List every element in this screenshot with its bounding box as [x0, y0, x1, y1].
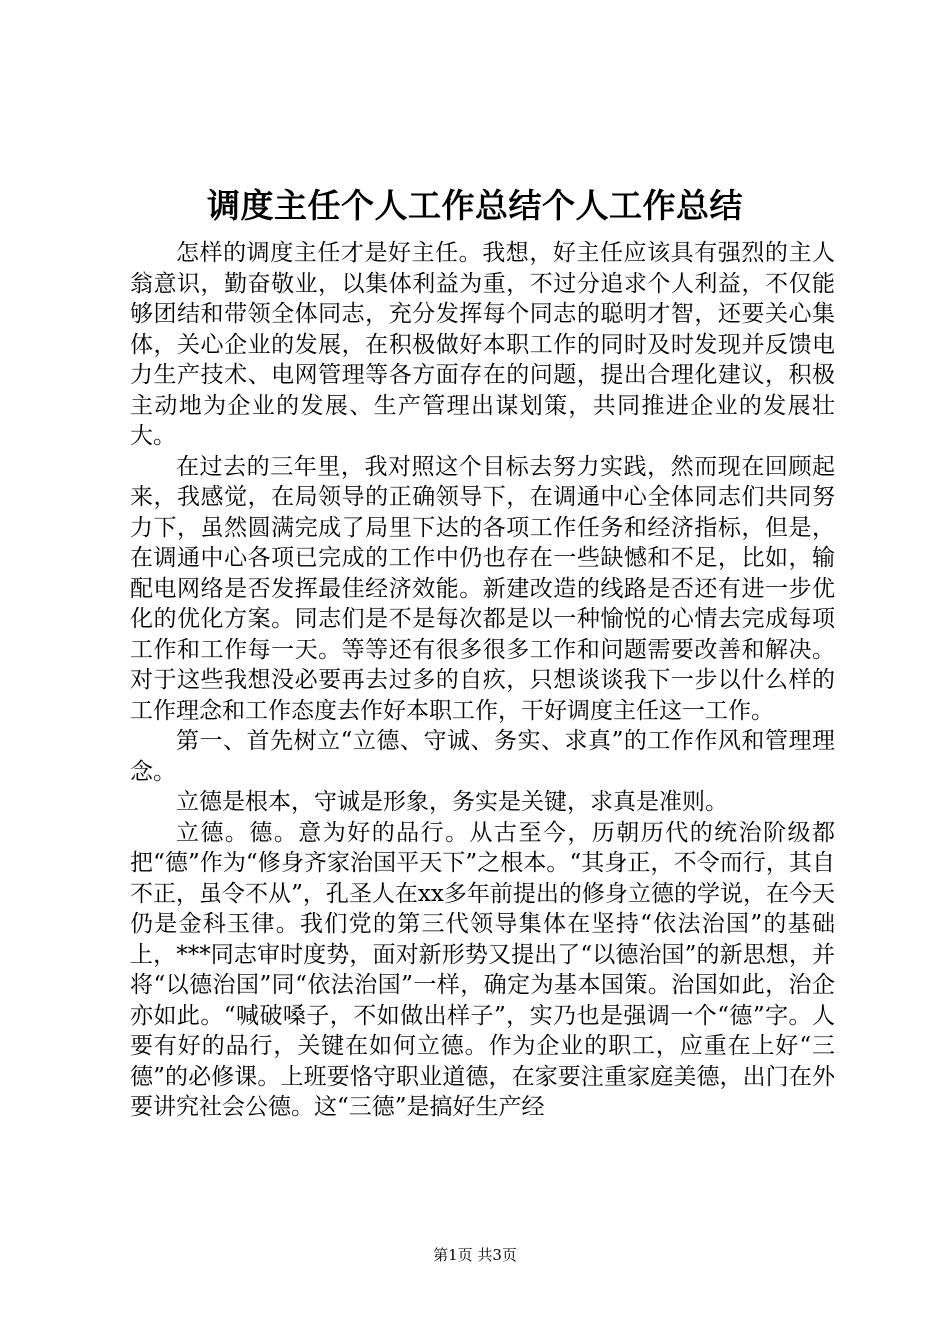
page-number-footer: 第1页 共3页: [433, 1246, 517, 1264]
paragraph: 立德是根本，守诚是形象，务实是关键，求真是准则。: [176, 789, 728, 815]
paragraph: 在过去的三年里，我对照这个目标去努力实践，然而现在回顾起来，我感觉，在局领导的正确领导下，在调通中心全体同志们共同努力下，虽然圆满完成了局里下达的各项工作任务和经济指标，但是，在调通中心各项已完成的工作中仍也存在一些缺憾和不足，比如，输配电网络是否发挥最佳经济效能。新建改造的线路是否还有进一步优化的优化方案。同志们是不是每次都是以一种愉悦的心情去完成每项工作和工作每一天。等等还有很多很多工作和问题需要改善和解决。对于这些我想没必要再去过多的自疚，只想谈谈我下一步以什么样的工作理念和工作态度去作好本职工作，干好调度主任这一工作。: [130, 453, 835, 724]
document-title: 调度主任个人工作总结个人工作总结: [207, 186, 743, 225]
paragraph: 怎样的调度主任才是好主任。我想，好主任应该具有强烈的主人翁意识，勤奋敬业，以集体利益为重，不过分追求个人利益，不仅能够团结和带领全体同志，充分发挥每个同志的聪明才智，还要关心集体，关心企业的发展，在积极做好本职工作的同时及时发现并反馈电力生产技术、电网管理等各方面存在的问题，提出合理化建议，积极主动地为企业的发展、生产管理出谋划策，共同推进企业的发展壮大。: [130, 240, 835, 449]
document-body: [130, 238, 835, 1123]
paragraph: 立德。德。意为好的品行。从古至今，历朝历代的统治阶级都把“德”作为“修身齐家治国平天下”之根本。“其身正，不令而行，其自不正，虽令不从”，孔圣人在xx多年前提出的修身立德的学说，在今天仍是金科玉律。我们党的第三代领导集体在坚持“依法治国”的基础上，***同志审时度势，面对新形势又提出了“以德治国”的新思想，并将“以德治国”同“依法治国”一样，确定为基本国策。治国如此，治企亦如此。“喊破嗓子，不如做出样子”，实乃也是强调一个“德”字。人要有好的品行，关键在如何立德。作为企业的职工，应重在上好“三德”的必修课。上班要恪守职业道德，在家要注重家庭美德，出门在外要讲究社会公德。这“三德”是搞好生产经: [130, 819, 835, 1120]
paragraph: 第一、首先树立“立德、守诚、务实、求真”的工作作风和管理理念。: [130, 728, 835, 785]
